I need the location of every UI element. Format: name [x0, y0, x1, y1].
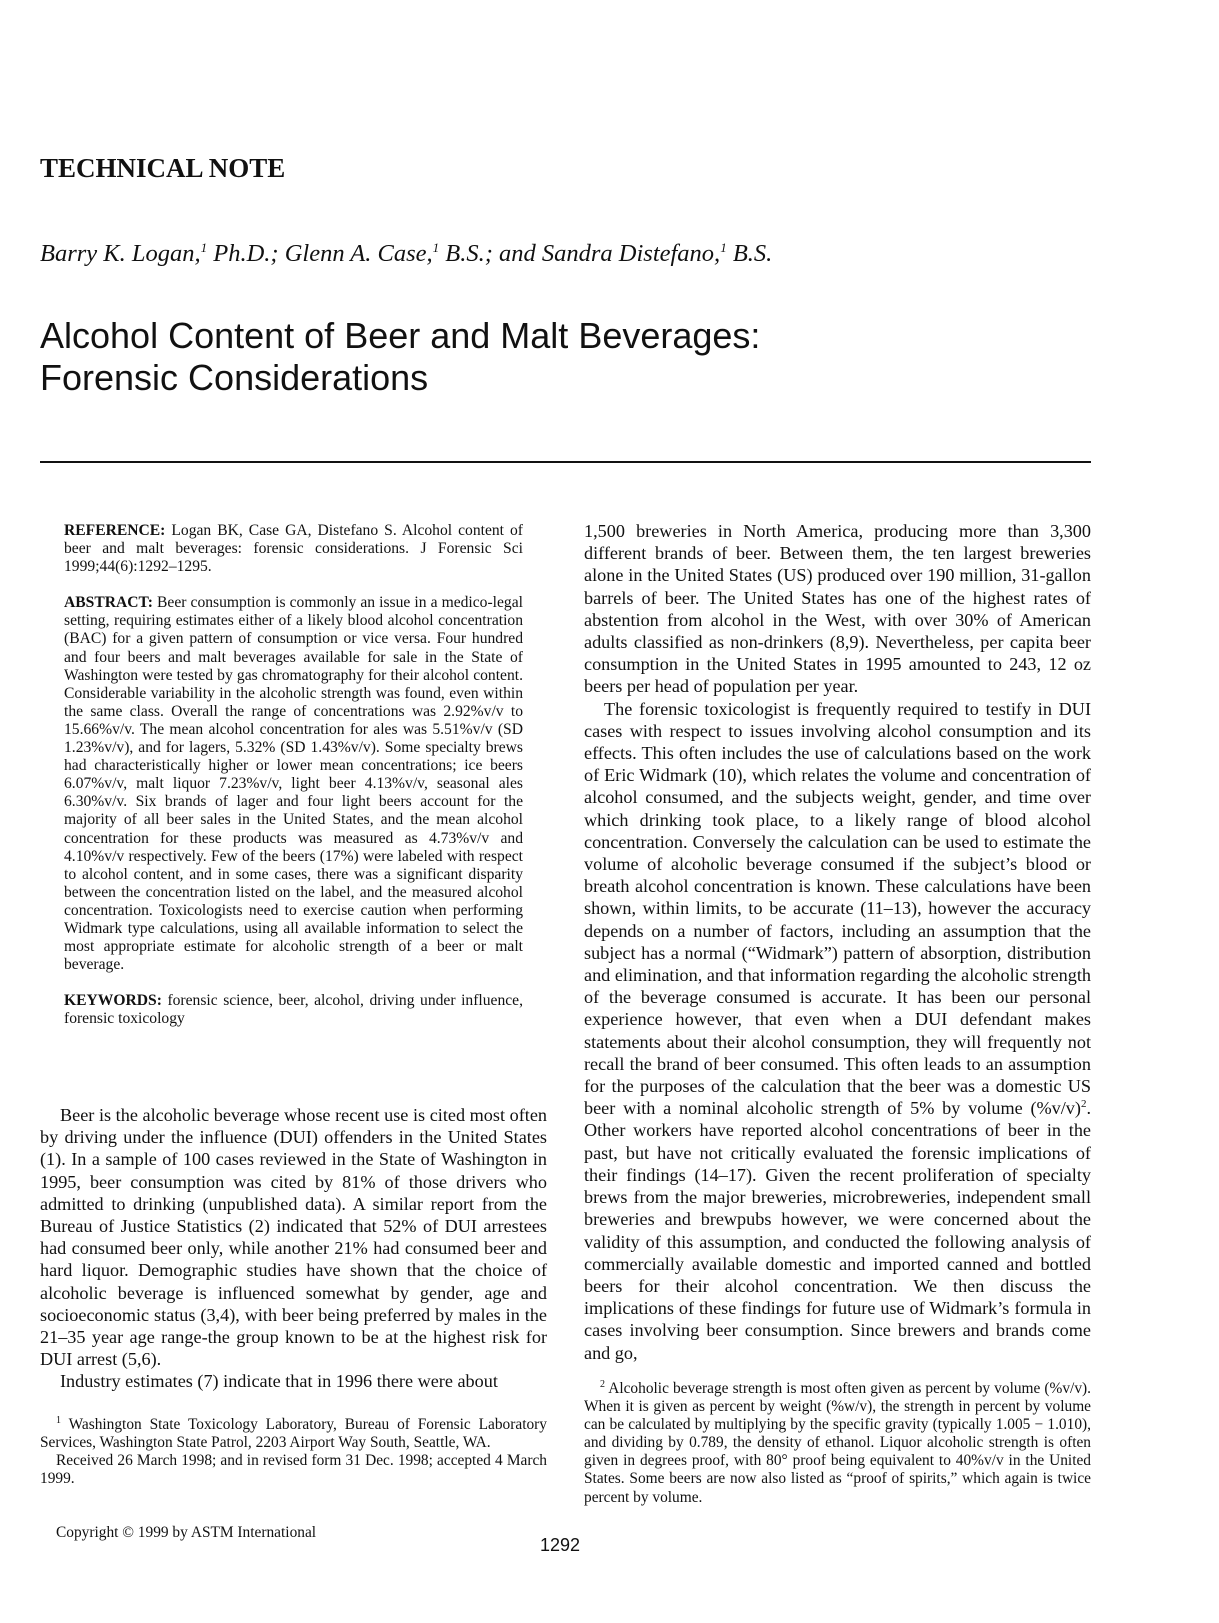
- received-dates: Received 26 March 1998; and in revised form 31 Dec. 1998; accepted 4 March 1999.: [40, 1452, 547, 1488]
- reference-label: REFERENCE:: [64, 522, 166, 539]
- body-paragraph: Beer is the alcoholic beverage whose recent use is cited most often by driving under the influence (DUI) offenders in the United States (1). In a sample of 100 cases reviewed in the State of Washington in 1995, beer consumption was cited by 81% of those drivers who admitted to drinking (unpublished data). A similar report from the Bureau of Justice Statistics (2) indicated that 52% of DUI arrestees had consumed beer only, while another 21% had consumed beer and hard liquor. Demographic studies have shown that the choice of alcoholic beverage is influenced somewhat by gender, age and socioeconomic status (3,4), with beer being preferred by males in the 21–35 year age range-the group known to be at the highest risk for DUI arrest (5,6).: [40, 1105, 547, 1370]
- footnote-text: Alcoholic beverage strength is most often given as percent by volume (%v/v). When it is given as percent by weight (%w/v), the strength in percent by volume can be calculated by multiplying by the specific gravity (typically 1.005 − 1.010), and dividing by 0.789, the density of ethanol. Liquor alcoholic strength is often given in degrees proof, with 80° proof being equivalent to 40%v/v in the United States. Some beers are now also listed as “proof of spirits,” which again is twice percent by volume.: [584, 1380, 1091, 1506]
- right-footnote: [584, 1380, 1091, 1507]
- affiliation-mark: 1: [200, 240, 208, 255]
- left-footnotes: [40, 1416, 547, 1488]
- author-degree: B.S.; and: [439, 240, 542, 268]
- body-paragraph: Industry estimates (7) indicate that in 1996 there were about: [60, 1371, 498, 1392]
- reference: [64, 522, 523, 576]
- author-name: Barry K. Logan,: [40, 240, 201, 268]
- author-list: [40, 240, 772, 268]
- affiliation-mark: 1: [432, 240, 440, 255]
- paragraph-text: . Other workers have reported alcohol concentrations of beer in the past, but have not critically evaluated the forensic implications of their findings (14–17). Given the recent proliferation of specialty brews from the major breweries, microbreweries, independent small breweries and brewpubs however, we were concerned about the validity of this assumption, and conducted the following analysis of commercially available domestic and imported canned and bottled beers for their alcohol concentration. We then discuss the implications of these findings for future use of Widmark’s formula in cases involving beer consumption. Since brewers and brands come and go,: [584, 1098, 1091, 1363]
- paper-title: [40, 315, 760, 399]
- keywords: [64, 992, 523, 1028]
- right-column-body: [584, 520, 1091, 1364]
- abstract-label: ABSTRACT:: [64, 594, 153, 612]
- footnote-2: [584, 1380, 1091, 1507]
- footnote-mark: 2: [600, 1378, 605, 1390]
- reference-text: Logan BK, Case GA, Distefano S. Alcohol content of beer and malt beverages: forensic considerations. J Forensic Sci 1999;44(6):1292–1295.: [64, 522, 524, 576]
- copyright: Copyright © 1999 by ASTM International: [56, 1524, 317, 1541]
- body-paragraph: [584, 698, 1091, 1364]
- footnote-text: Washington State Toxicology Laboratory, Bureau of Forensic Laboratory Services, Washington State Patrol, 2203 Airport Way South, Seattle, WA.: [40, 1416, 547, 1452]
- footnote-mark: 1: [56, 1414, 61, 1426]
- abstract-block: [64, 522, 523, 1046]
- paragraph-text: The forensic toxicologist is frequently required to testify in DUI cases with respect to issues involving alcohol consumption and its effects. This often includes the use of calculations based on the work of Eric Widmark (10), which relates the volume and concentration of alcohol consumed, and the subjects weight, gender, and time over which drinking took place, to a likely range of blood alcohol concentration. Conversely the calculation can be used to estimate the volume of alcoholic beverage consumed if the subject’s blood or breath alcohol concentration is known. These calculations have been shown, within limits, to be accurate (11–13), however the accuracy depends on a number of factors, including an assumption that the subject has a normal (“Widmark”) pattern of absorption, distribution and elimination, and that information regarding the alcoholic strength of the beverage consumed is accurate. It has been our personal experience however, that even when a DUI defendant makes statements about their alcohol consumption, they will frequently not recall the brand of beer consumed. This often leads to an assumption for the purposes of the calculation that the beer was a domestic US beer with a nominal alcoholic strength of 5% by volume (%v/v): [584, 698, 1091, 1119]
- title-line: Forensic Considerations: [40, 357, 429, 398]
- header-divider: [40, 461, 1091, 463]
- author-name: Glenn A. Case,: [284, 240, 433, 268]
- page-number: 1292: [540, 1535, 581, 1555]
- author-degree: B.S.: [726, 240, 773, 268]
- title-line: Alcohol Content of Beer and Malt Beverages:: [40, 315, 761, 356]
- body-paragraph: 1,500 breweries in North America, producing more than 3,300 different brands of beer. Between them, the ten largest breweries alone in the United States (US) produced over 190 million, 31-gallon barrels of beer. The United States has one of the highest rates of abstention from alcohol in the West, with over 30% of American adults classified as non-drinkers (8,9). Nevertheless, per capita beer consumption in the United States in 1995 amounted to 243, 12 oz beers per head of population per year.: [584, 521, 1091, 697]
- footnote-1: [40, 1416, 547, 1452]
- affiliation-mark: 1: [720, 240, 727, 255]
- author-name: Sandra Distefano,: [541, 240, 721, 268]
- keywords-text: forensic science, beer, alcohol, driving under influence, forensic toxicology: [64, 992, 523, 1028]
- footnote-ref[interactable]: 2: [1080, 1098, 1087, 1111]
- abstract: [64, 594, 523, 974]
- abstract-text: Beer consumption is commonly an issue in a medico-legal setting, requiring estimates either of a likely blood alcohol concentration (BAC) for a given pattern of consumption or vice versa. Four hundred and four beers and malt beverages available for sale in the State of Washington were tested by gas chromatography for their alcohol content. Considerable variability in the alcoholic strength was found, even within the same class. Overall the range of concentrations was 2.92%v/v to 15.66%v/v. The mean alcohol concentration for ales was 5.51%v/v (SD 1.23%v/v), and for lagers, 5.32% (SD 1.43%v/v). Some specialty brews had characteristically higher or lower mean concentrations; ice beers 6.07%v/v, malt liquor 7.23%v/v, light beer 4.13%v/v, seasonal ales 6.30%v/v. Six brands of lager and four light beers account for the majority of all beer sales in the United States, and the mean alcohol concentration for these products was measured as 4.73%v/v and 4.10%v/v respectively. Few of the beers (17%) were labeled with respect to alcohol content, and in some cases, there was a significant disparity between the concentration listed on the label, and the measured alcohol concentration. Toxicologists need to exercise caution when performing Widmark type calculations, using all available information to select the most appropriate estimate for alcoholic strength of a beer or malt beverage.: [64, 594, 523, 974]
- keywords-label: KEYWORDS:: [64, 992, 162, 1010]
- section-label: TECHNICAL NOTE: [40, 153, 286, 183]
- left-column-body: [40, 1104, 547, 1393]
- author-degree: Ph.D.;: [207, 240, 285, 268]
